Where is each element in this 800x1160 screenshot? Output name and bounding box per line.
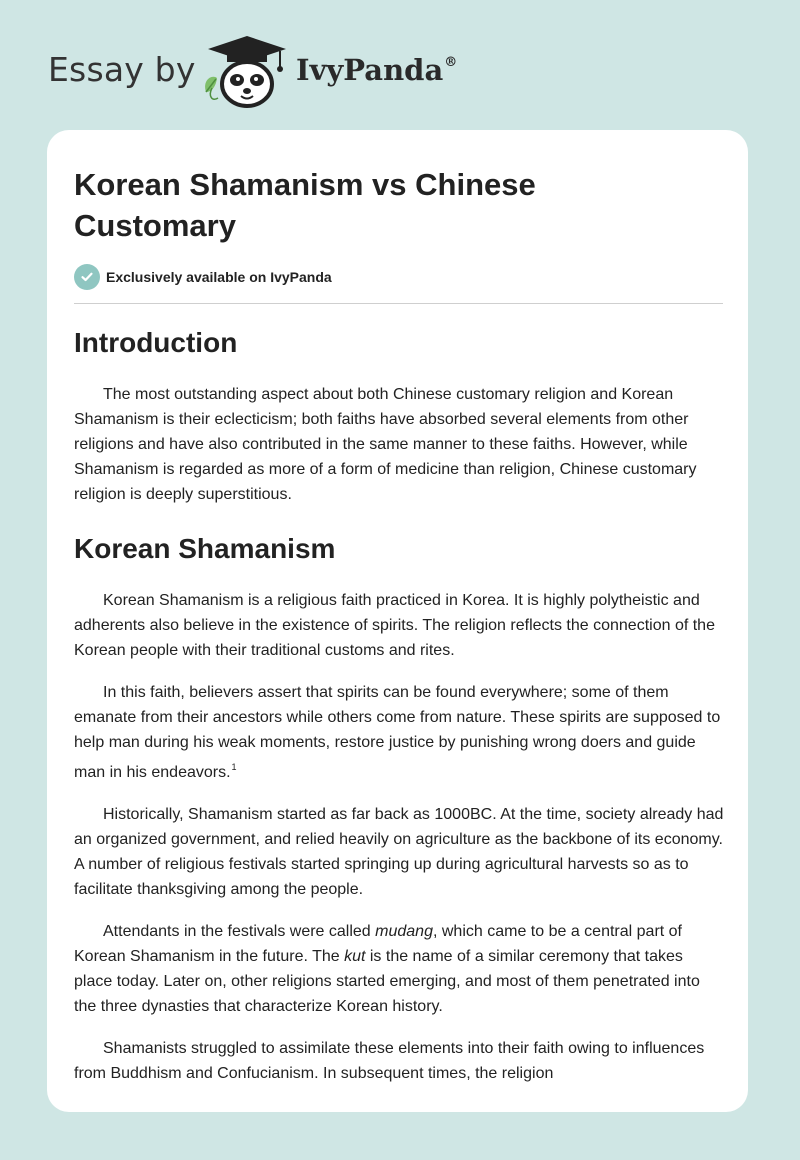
footnote-ref[interactable]: 1: [231, 762, 237, 772]
paragraph: Shamanists struggled to assimilate these elements into their faith owing to influences from Buddhism and Confucianism. In subsequent times, the religion: [74, 1040, 705, 1082]
paragraph-text: In this faith, believers assert that spirits can be found everywhere; some of them emanate from their ancestors while others come from nature. These spirits are supposed to help man during his weak moments, restore justice by punishing wrong doers and guide man in his endeavors.: [74, 684, 721, 781]
ivypanda-logo-icon[interactable]: [200, 32, 295, 110]
site-header: [0, 0, 800, 130]
article-body: [74, 322, 724, 1103]
section-heading: Introduction: [74, 327, 238, 358]
exclusive-label: Exclusively available on IvyPanda: [106, 269, 332, 285]
paragraph: The most outstanding aspect about both Chinese customary religion and Korean Shamanism is their eclecticism; both faiths have absorbed several elements from other religions and have also contributed in the same manner to these faiths. However, while Shamanism is regarded as more of a form of medicine than religion, Chinese customary religion is deeply superstitious.: [74, 386, 697, 503]
divider: [74, 303, 723, 304]
section-heading: Korean Shamanism: [74, 533, 336, 564]
check-circle-icon: [74, 264, 100, 290]
page-title: Korean Shamanism vs Chinese Customary: [74, 167, 536, 243]
brand-name[interactable]: IvyPanda®: [296, 53, 458, 87]
brand-prefix: Essay by: [48, 50, 196, 89]
paragraph: [74, 680, 724, 785]
paragraph: Attendants in the festivals were called mudang, which came to be a central part of Korean Shamanism in the future. The kut is the name of a similar ceremony that takes place today. Later on, other religions started emerging, and most of them penetrated into the three dynasties that characterize Korean history.: [74, 923, 700, 1015]
term-mudang: mudang: [375, 923, 433, 940]
essay-card: [47, 130, 748, 1112]
term-kut: kut: [344, 948, 366, 965]
exclusive-badge: [74, 264, 332, 290]
paragraph: Historically, Shamanism started as far back as 1000BC. At the time, society already had an organized government, and relied heavily on agriculture as the backbone of its economy. A number of religious festivals started springing up during agricultural harvests so as to facilitate thanksgiving among the people.: [74, 806, 724, 898]
paragraph: Korean Shamanism is a religious faith practiced in Korea. It is highly polytheistic and adherents also believe in the existence of spirits. The religion reflects the connection of the Korean people with their traditional customs and rites.: [74, 592, 715, 659]
